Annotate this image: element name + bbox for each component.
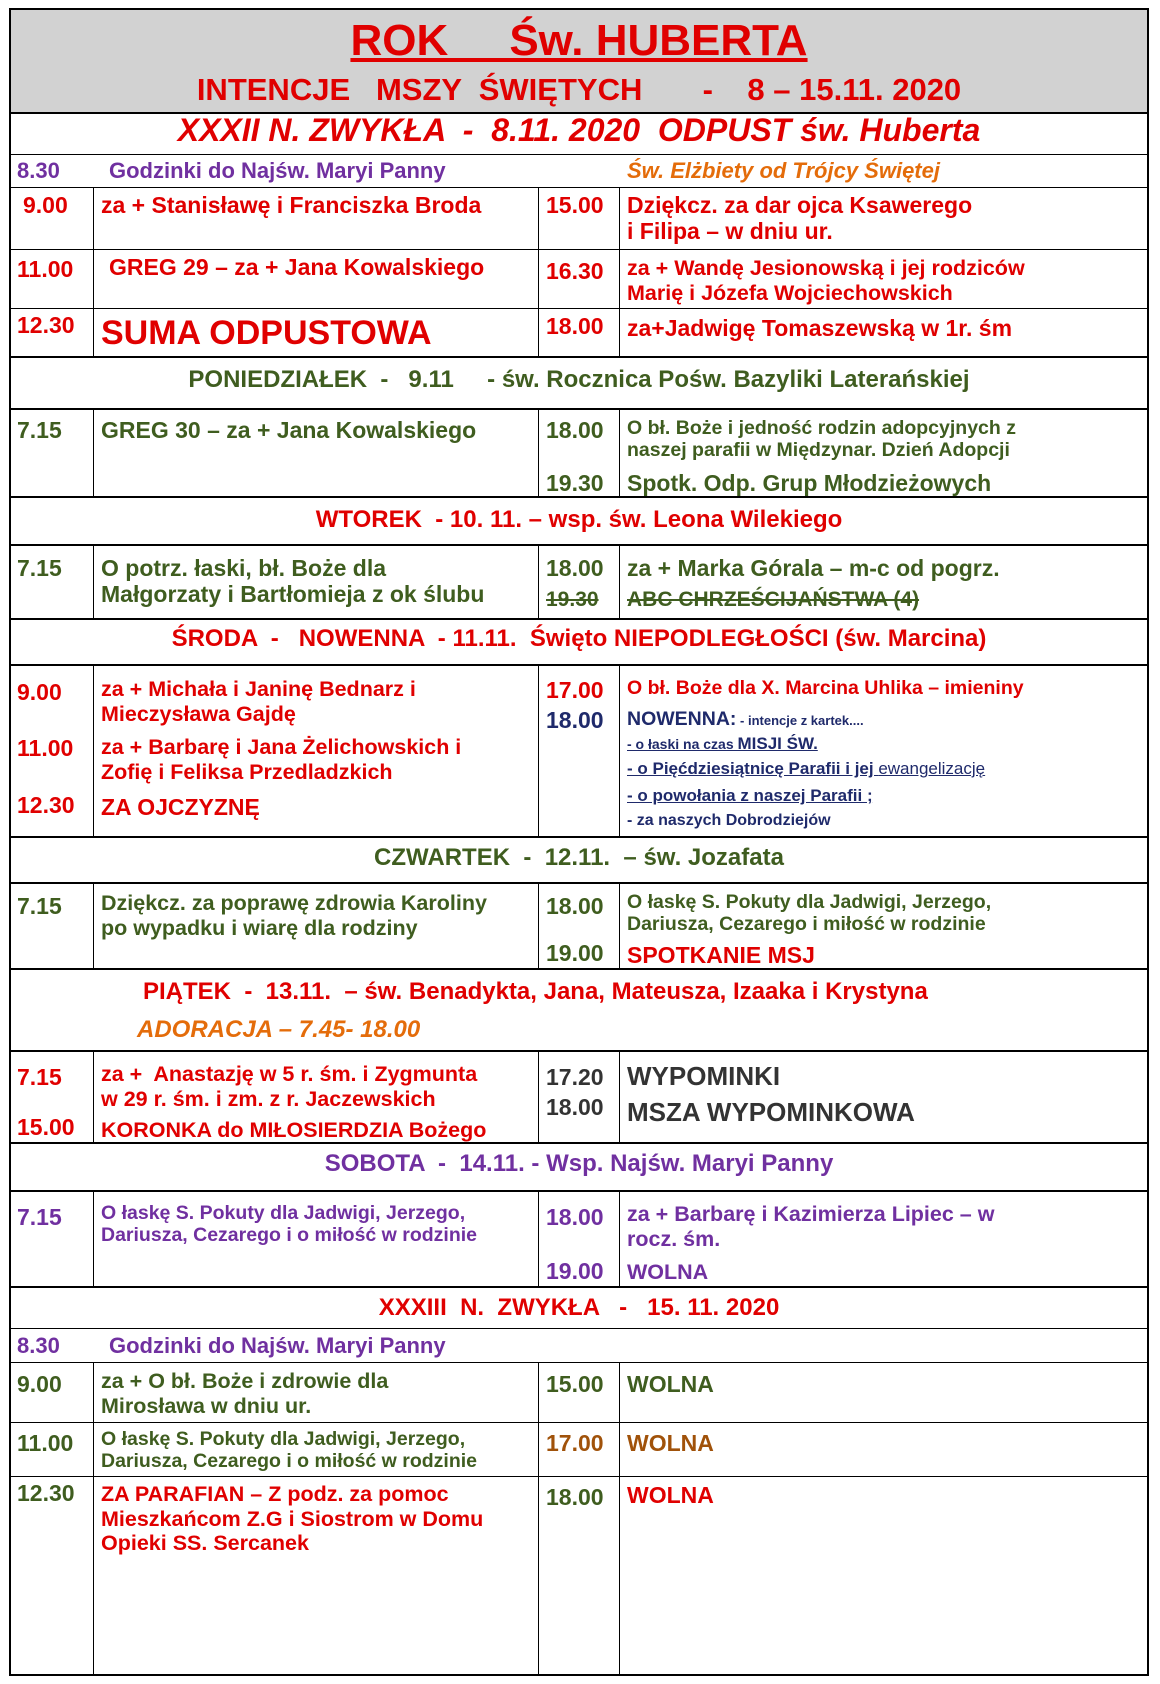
- intention: GREG 30 – za + Jana Kowalskiego: [101, 417, 477, 443]
- section-divider: [11, 1142, 1147, 1144]
- time: 18.00: [546, 1094, 604, 1120]
- section-title-friday: PIĄTEK - 13.11. – św. Benadykta, Jana, Mateusza, Izaaka i Krystyna: [143, 978, 928, 1005]
- divider: [11, 544, 1147, 546]
- intention-cancelled: ABC CHRZEŚCIJAŃSTWA (4): [627, 588, 920, 611]
- intention: ZA PARAFIAN – Z podz. za pomoc Mieszkańcom Z.G i Siostrom w Domu Opieki SS. Sercanek: [101, 1482, 484, 1556]
- intention: O łaskę S. Pokuty dla Jadwigi, Jerzego, Dariusza, Cezarego i o miłość w rodzinie: [101, 1428, 478, 1473]
- time: 16.30: [546, 258, 604, 284]
- time: 8.30: [17, 158, 60, 183]
- column-divider: [619, 544, 620, 618]
- time: 7.15: [17, 893, 62, 919]
- intention: O bł. Boże dla X. Marcina Uhlika – imieniny: [627, 677, 1024, 699]
- time: 11.00: [17, 1430, 74, 1456]
- section-title-thursday: CZWARTEK - 12.11. – św. Jozafata: [374, 844, 784, 871]
- time: 18.00: [546, 1484, 604, 1510]
- page-subtitle: INTENCJE MSZY ŚWIĘTYCH - 8 – 15.11. 2020: [196, 72, 962, 107]
- column-divider: [93, 408, 94, 496]
- intention: za + Wandę Jesionowską i jej rodziców Marię i Józefa Wojciechowskich: [627, 256, 1025, 305]
- intention: WOLNA: [627, 1430, 714, 1456]
- section-divider: [11, 496, 1147, 498]
- time: 12.30: [17, 1480, 75, 1506]
- intention: za + Barbarę i Kazimierza Lipiec – w rocz. śm.: [627, 1202, 995, 1251]
- intention: za+Jadwigę Tomaszewską w 1r. śm: [627, 315, 1013, 341]
- intention: KORONKA do MIŁOSIERDZIA Bożego: [101, 1118, 487, 1142]
- column-divider: [93, 882, 94, 968]
- intention: O łaskę S. Pokuty dla Jadwigi, Jerzego, Dariusza, Cezarego i miłość w rodzinie: [627, 891, 992, 936]
- intention: GREG 29 – za + Jana Kowalskiego: [109, 254, 485, 280]
- time: 12.30: [17, 312, 75, 338]
- column-divider: [93, 1190, 94, 1286]
- time: 7.15: [17, 1204, 62, 1230]
- divider: [11, 1050, 1147, 1052]
- section-divider: [11, 836, 1147, 838]
- time: 9.00: [17, 1371, 62, 1397]
- intention: Spotk. Odp. Grup Młodzieżowych: [627, 470, 992, 496]
- column-divider: [538, 1190, 539, 1286]
- section-title-sunday2: XXXIII N. ZWYKŁA - 15. 11. 2020: [378, 1294, 780, 1321]
- section-title-wednesday: ŚRODA - NOWENNA - 11.11. Święto NIEPODLEGŁOŚCI (św. Marcina): [171, 625, 987, 652]
- time: 18.00: [546, 1204, 604, 1230]
- column-divider: [538, 1362, 539, 1676]
- time: 18.00: [546, 893, 604, 919]
- intention-main: SUMA ODPUSTOWA: [101, 314, 432, 352]
- intention: za + Barbarę i Jana Żelichowskich i Zofię i Feliksa Przedladzkich: [101, 735, 462, 784]
- section-divider: [11, 1286, 1147, 1288]
- intention: WOLNA: [627, 1482, 714, 1508]
- column-divider: [619, 664, 620, 836]
- section-divider: [11, 356, 1147, 358]
- header-banner: [11, 10, 1147, 114]
- intention: za + O bł. Boże i zdrowie dla Mirosława w dniu ur.: [101, 1369, 389, 1418]
- time: 18.00: [546, 313, 604, 339]
- saint-of-day: Św. Elżbiety od Trójcy Świętej: [627, 158, 940, 183]
- time: 7.15: [17, 417, 62, 443]
- divider: [11, 308, 1147, 309]
- time: 19.00: [546, 1258, 604, 1284]
- intention: WOLNA: [627, 1260, 709, 1284]
- divider: [11, 1190, 1147, 1192]
- novena-item-text: - o łaski na czas: [627, 736, 738, 752]
- time: 7.15: [17, 555, 62, 581]
- time: 12.30: [17, 792, 75, 818]
- novena-label: [627, 708, 864, 730]
- column-divider: [538, 664, 539, 836]
- time: 15.00: [546, 1371, 604, 1397]
- godzinki-text: Godzinki do Najśw. Maryi Panny: [109, 158, 446, 183]
- intention: SPOTKANIE MSJ: [627, 942, 815, 968]
- intention: za + Marka Górala – m-c od pogrz.: [627, 555, 1000, 581]
- column-divider: [619, 408, 620, 496]
- intention: Dziękcz. za poprawę zdrowia Karoliny po wypadku i wiarę dla rodziny: [101, 891, 487, 940]
- intention: ZA OJCZYZNĘ: [101, 794, 260, 820]
- intention: Dziękcz. za dar ojca Ksawerego i Filipa – w dniu ur.: [627, 192, 973, 245]
- intention: O potrz. łaski, bł. Boże dla Małgorzaty i Bartłomieja z ok ślubu: [101, 555, 485, 608]
- column-divider: [619, 1362, 620, 1676]
- time: 19.30: [546, 470, 604, 496]
- divider: [11, 1422, 1147, 1423]
- time: 11.00: [17, 256, 74, 282]
- intention: MSZA WYPOMINKOWA: [627, 1097, 915, 1127]
- time: 17.00: [546, 677, 604, 703]
- column-divider: [93, 1362, 94, 1676]
- divider: [11, 249, 1147, 250]
- divider: [11, 664, 1147, 666]
- divider: [11, 154, 1147, 155]
- column-divider: [93, 544, 94, 618]
- mass-intentions-sheet: [9, 8, 1149, 1676]
- page-title: ROK Św. HUBERTA: [350, 16, 808, 65]
- novena-item-text: - o Pięćdziesiątnicę Parafii i jej: [627, 759, 879, 778]
- divider: [11, 1362, 1147, 1363]
- time: 18.00: [546, 707, 604, 733]
- godzinki-text: Godzinki do Najśw. Maryi Panny: [109, 1333, 446, 1358]
- section-title-saturday: SOBOTA - 14.11. - Wsp. Najśw. Maryi Panny: [324, 1150, 834, 1177]
- column-divider: [538, 1050, 539, 1142]
- time: 17.20: [546, 1064, 604, 1090]
- novena-item: - za naszych Dobrodziejów: [627, 812, 831, 829]
- novena-item: [627, 734, 818, 754]
- divider: [11, 408, 1147, 410]
- divider: [11, 187, 1147, 188]
- section-title-sunday1: XXXII N. ZWYKŁA - 8.11. 2020 ODPUST św. Huberta: [177, 112, 981, 148]
- novena-item: [627, 759, 985, 779]
- column-divider: [538, 187, 539, 356]
- column-divider: [93, 1050, 94, 1142]
- time: 15.00: [546, 192, 604, 218]
- time: 8.30: [17, 1333, 60, 1358]
- column-divider: [619, 882, 620, 968]
- section-divider: [11, 618, 1147, 620]
- intention: za + Anastazję w 5 r. śm. i Zygmunta w 29 r. śm. i zm. z r. Jaczewskich: [101, 1062, 478, 1111]
- section-divider: [11, 968, 1147, 970]
- time: 15.00: [17, 1114, 75, 1140]
- column-divider: [619, 1050, 620, 1142]
- novena-note: - intencje z kartek....: [736, 713, 864, 728]
- column-divider: [93, 664, 94, 836]
- intention: WYPOMINKI: [627, 1061, 781, 1091]
- time: 17.00: [546, 1430, 604, 1456]
- section-title-monday: PONIEDZIAŁEK - 9.11 - św. Rocznica Pośw. Bazyliki Laterańskiej: [188, 366, 970, 393]
- intention: WOLNA: [627, 1371, 714, 1397]
- column-divider: [619, 187, 620, 356]
- section-title-tuesday: WTOREK - 10. 11. – wsp. św. Leona Wilekiego: [315, 506, 843, 533]
- column-divider: [538, 544, 539, 618]
- column-divider: [619, 1190, 620, 1286]
- divider: [11, 1328, 1147, 1329]
- time: 19.00: [546, 940, 604, 966]
- novena-item: - o powołania z naszej Parafii ;: [627, 786, 873, 805]
- divider: [11, 882, 1147, 884]
- divider: [11, 1476, 1147, 1477]
- time: 9.00: [23, 192, 68, 218]
- intention: O łaskę S. Pokuty dla Jadwigi, Jerzego, Dariusza, Cezarego i o miłość w rodzinie: [101, 1202, 478, 1247]
- time-cancelled: 19.30: [546, 588, 599, 611]
- novena-item-emph: ewangelizację: [878, 759, 986, 778]
- time: 18.00: [546, 417, 604, 443]
- column-divider: [538, 882, 539, 968]
- column-divider: [93, 187, 94, 356]
- adoration-note: ADORACJA – 7.45- 18.00: [137, 1016, 421, 1043]
- time: 11.00: [17, 735, 74, 761]
- time: 9.00: [17, 679, 62, 705]
- intention: O bł. Boże i jedność rodzin adopcyjnych z naszej parafii w Międzynar. Dzień Adopcji: [627, 417, 1016, 462]
- novena-item-emph: MISJI ŚW.: [737, 734, 818, 753]
- intention: za + Michała i Janinę Bednarz i Mieczysława Gajdę: [101, 677, 416, 726]
- column-divider: [538, 408, 539, 496]
- time: 7.15: [17, 1064, 62, 1090]
- time: 18.00: [546, 555, 604, 581]
- novena-label-text: NOWENNA:: [627, 708, 737, 730]
- intention: za + Stanisławę i Franciszka Broda: [101, 192, 482, 218]
